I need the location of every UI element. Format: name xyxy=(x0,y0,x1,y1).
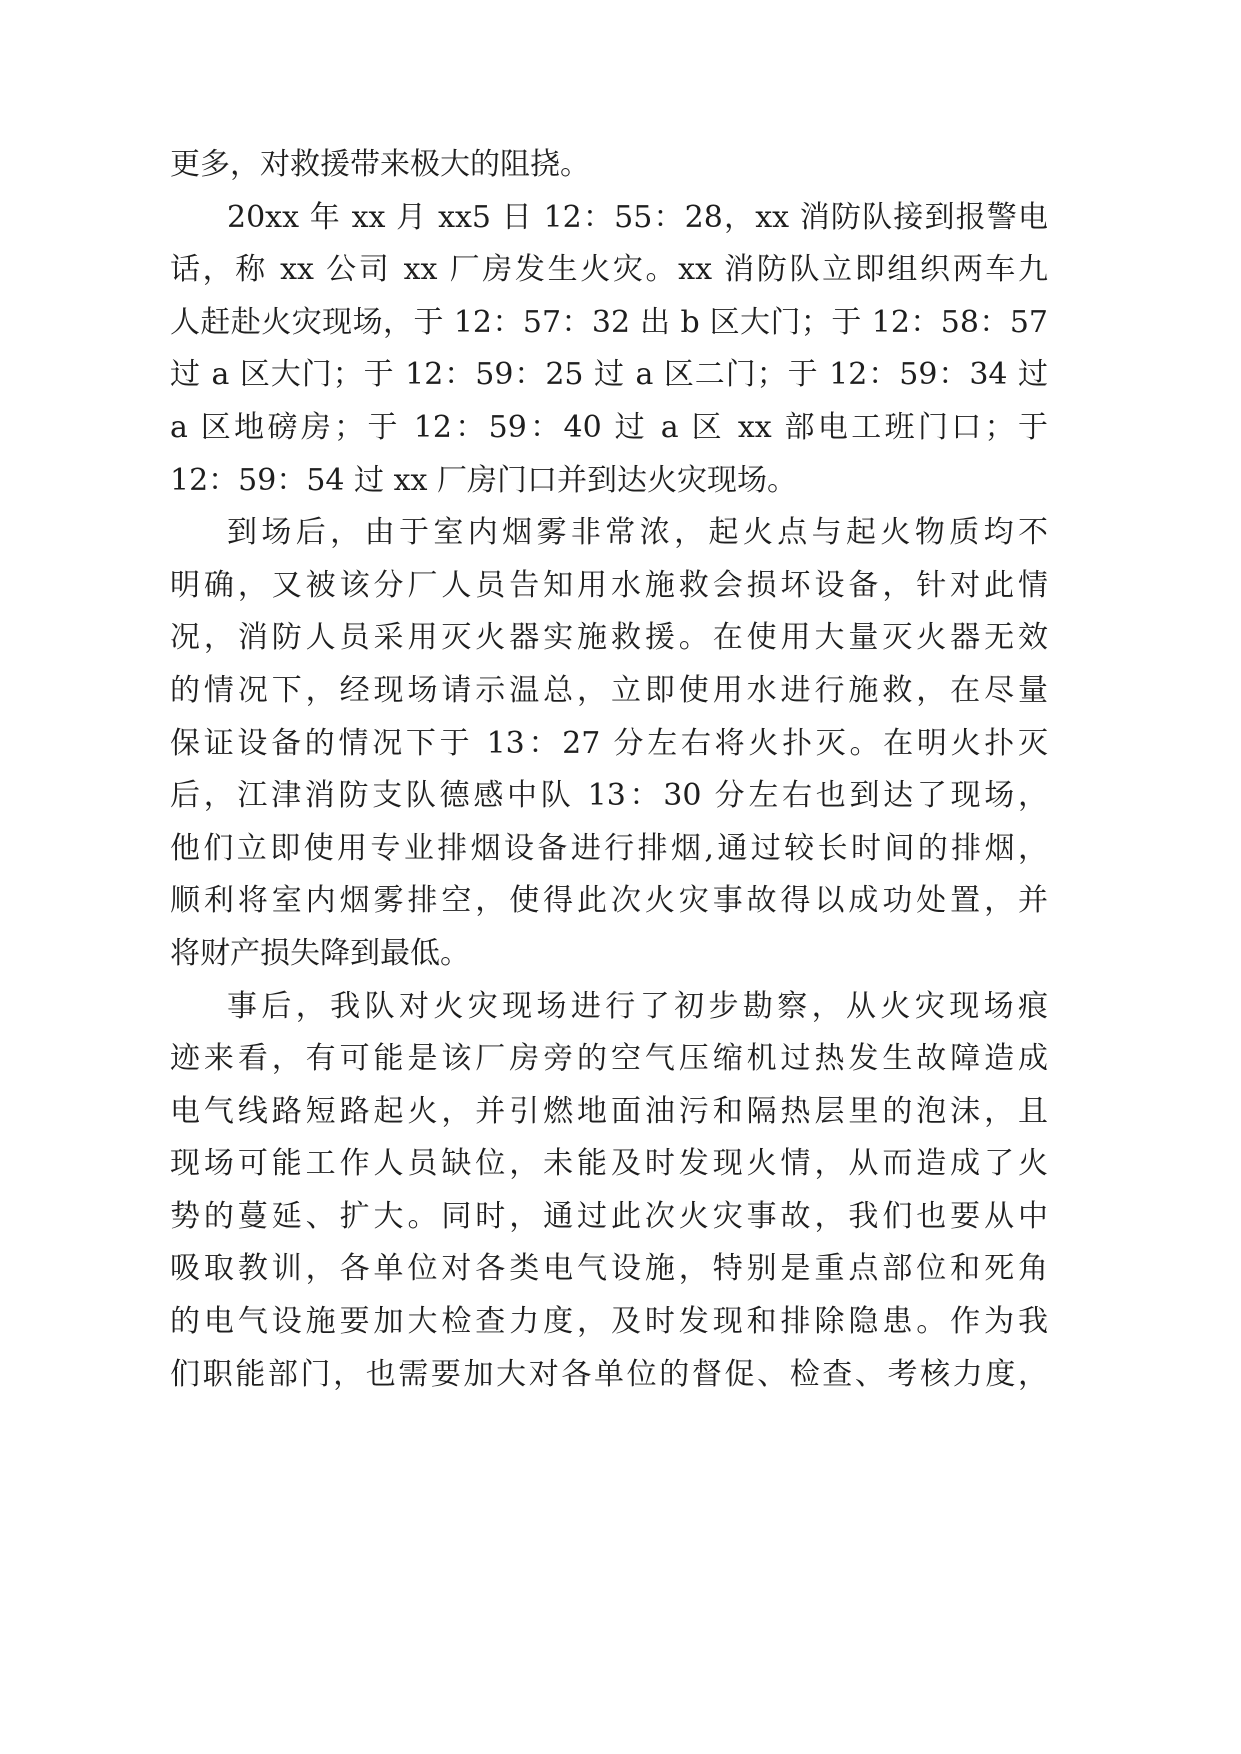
text-line: 过 a 区大门；于 12：59：25 过 a 区二门；于 12：59：34 过 xyxy=(170,357,1048,393)
text-line: a 区地磅房；于 12：59：40 过 a 区 xx 部电工班门口；于 xyxy=(170,409,1048,445)
body-text xyxy=(170,139,1048,1401)
text-line: 现场可能工作人员缺位，未能及时发现火情，从而造成了火 xyxy=(170,1146,1048,1182)
text-line: 将财产损失降到最低。 xyxy=(170,935,470,971)
text-line: 况，消防人员采用灭火器实施救援。在使用大量灭火器无效 xyxy=(170,620,1048,656)
text-line: 人赶赴火灾现场，于 12：57：32 出 b 区大门；于 12：58：57 xyxy=(170,304,1048,340)
text-line: 的电气设施要加大检查力度，及时发现和排除隐患。作为我 xyxy=(170,1304,1048,1340)
text-line: 12：59：54 过 xx 厂房门口并到达火灾现场。 xyxy=(170,462,797,498)
paragraph-alarm-timeline xyxy=(170,192,1048,508)
text-line: 事后，我队对火灾现场进行了初步勘察，从火灾现场痕 xyxy=(227,988,1048,1024)
paragraph-continuation xyxy=(170,139,1048,192)
text-line: 后，江津消防支队德感中队 13：30 分左右也到达了现场， xyxy=(170,778,1048,814)
text-line: 吸取教训，各单位对各类电气设施，特别是重点部位和死角 xyxy=(170,1251,1048,1287)
paragraph-on-site-rescue xyxy=(170,507,1048,980)
text-line: 到场后，由于室内烟雾非常浓，起火点与起火物质均不 xyxy=(227,515,1048,551)
text-line: 话，称 xx 公司 xx 厂房发生火灾。xx 消防队立即组织两车九 xyxy=(170,252,1048,288)
text-line: 的情况下，经现场请示温总，立即使用水进行施救，在尽量 xyxy=(170,672,1048,708)
text-line: 顺利将室内烟雾排空，使得此次火灾事故得以成功处置，并 xyxy=(170,883,1048,919)
text-line: 更多，对救援带来极大的阻挠。 xyxy=(170,147,590,182)
text-line: 势的蔓延、扩大。同时，通过此次火灾事故，我们也要从中 xyxy=(170,1198,1048,1234)
text-line: 他们立即使用专业排烟设备进行排烟,通过较长时间的排烟， xyxy=(170,830,1048,866)
paragraph-investigation xyxy=(170,981,1048,1402)
text-line: 们职能部门，也需要加大对各单位的督促、检查、考核力度， xyxy=(170,1356,1048,1392)
text-line: 明确，又被该分厂人员告知用水施救会损坏设备，针对此情 xyxy=(170,567,1048,603)
text-line: 20xx 年 xx 月 xx5 日 12：55：28，xx 消防队接到报警电 xyxy=(227,199,1048,235)
text-line: 电气线路短路起火，并引燃地面油污和隔热层里的泡沫，且 xyxy=(170,1093,1048,1129)
text-line: 迹来看，有可能是该厂房旁的空气压缩机过热发生故障造成 xyxy=(170,1041,1048,1077)
text-line: 保证设备的情况下于 13：27 分左右将火扑灭。在明火扑灭 xyxy=(170,725,1048,761)
